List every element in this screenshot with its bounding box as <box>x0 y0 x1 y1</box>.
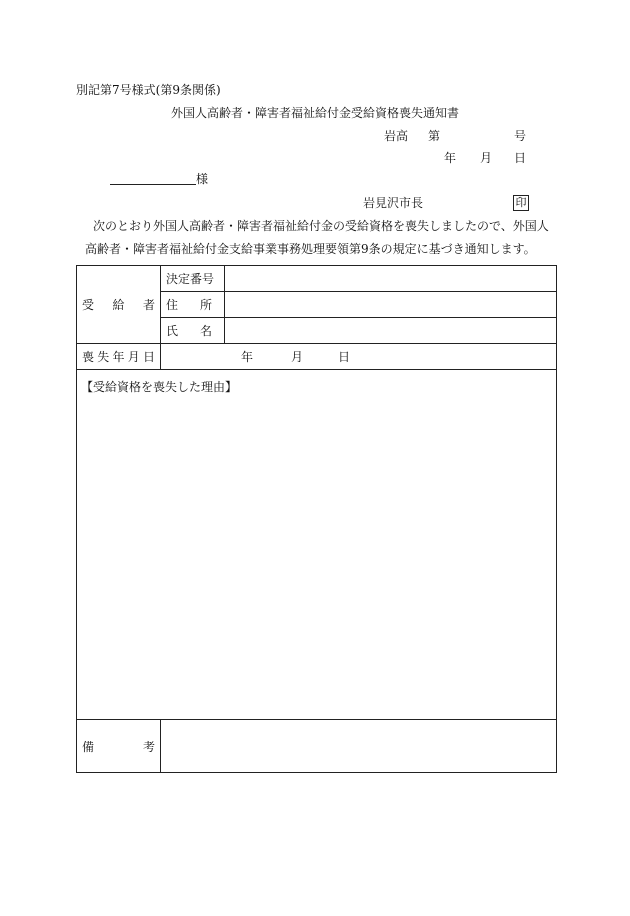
doc-number-prefix: 岩高 <box>384 129 409 143</box>
recipient-label: 受 給 者 <box>77 266 161 344</box>
issuer-name: 岩見沢市長 <box>363 196 424 210</box>
row-remarks <box>77 720 557 773</box>
remarks-field[interactable] <box>161 720 557 773</box>
date-year: 年 <box>444 151 457 165</box>
document-title: 外国人高齢者・障害者福祉給付金受給資格喪失通知書 <box>171 106 460 120</box>
address-field[interactable] <box>225 292 557 318</box>
loss-date-month: 月 <box>291 350 304 364</box>
notification-table <box>76 265 557 773</box>
doc-number-go: 号 <box>514 129 527 143</box>
name-field[interactable] <box>225 318 557 344</box>
loss-date-field[interactable] <box>161 344 557 370</box>
loss-date-year: 年 <box>241 350 254 364</box>
body-text-line2: 高齢者・障害者福祉給付金支給事業事務処理要領第9条の規定に基づき通知します。 <box>85 242 536 256</box>
decision-number-label: 決定番号 <box>161 266 225 292</box>
body-text-line1: 次のとおり外国人高齢者・障害者福祉給付金の受給資格を喪失しましたので、外国人 <box>93 219 549 233</box>
loss-date-label: 喪 失 年 月 日 <box>77 344 161 370</box>
loss-date-day: 日 <box>338 350 351 364</box>
seal-mark: 印 <box>513 195 529 211</box>
reason-field[interactable] <box>77 370 557 720</box>
name-label: 氏 名 <box>161 318 225 344</box>
row-loss-date <box>77 344 557 370</box>
form-number: 別記第7号様式(第9条関係) <box>76 83 221 97</box>
doc-number-dai: 第 <box>428 129 441 143</box>
remarks-label: 備 考 <box>77 720 161 773</box>
decision-number-field[interactable] <box>225 266 557 292</box>
row-reason <box>77 370 557 720</box>
reason-label: 【受給資格を喪失した理由】 <box>81 380 238 394</box>
date-day: 日 <box>514 151 527 165</box>
date-month: 月 <box>480 151 493 165</box>
row-decision-number <box>77 266 557 292</box>
addressee-underline <box>110 184 196 185</box>
address-label: 住 所 <box>161 292 225 318</box>
addressee-suffix: 様 <box>196 172 209 186</box>
